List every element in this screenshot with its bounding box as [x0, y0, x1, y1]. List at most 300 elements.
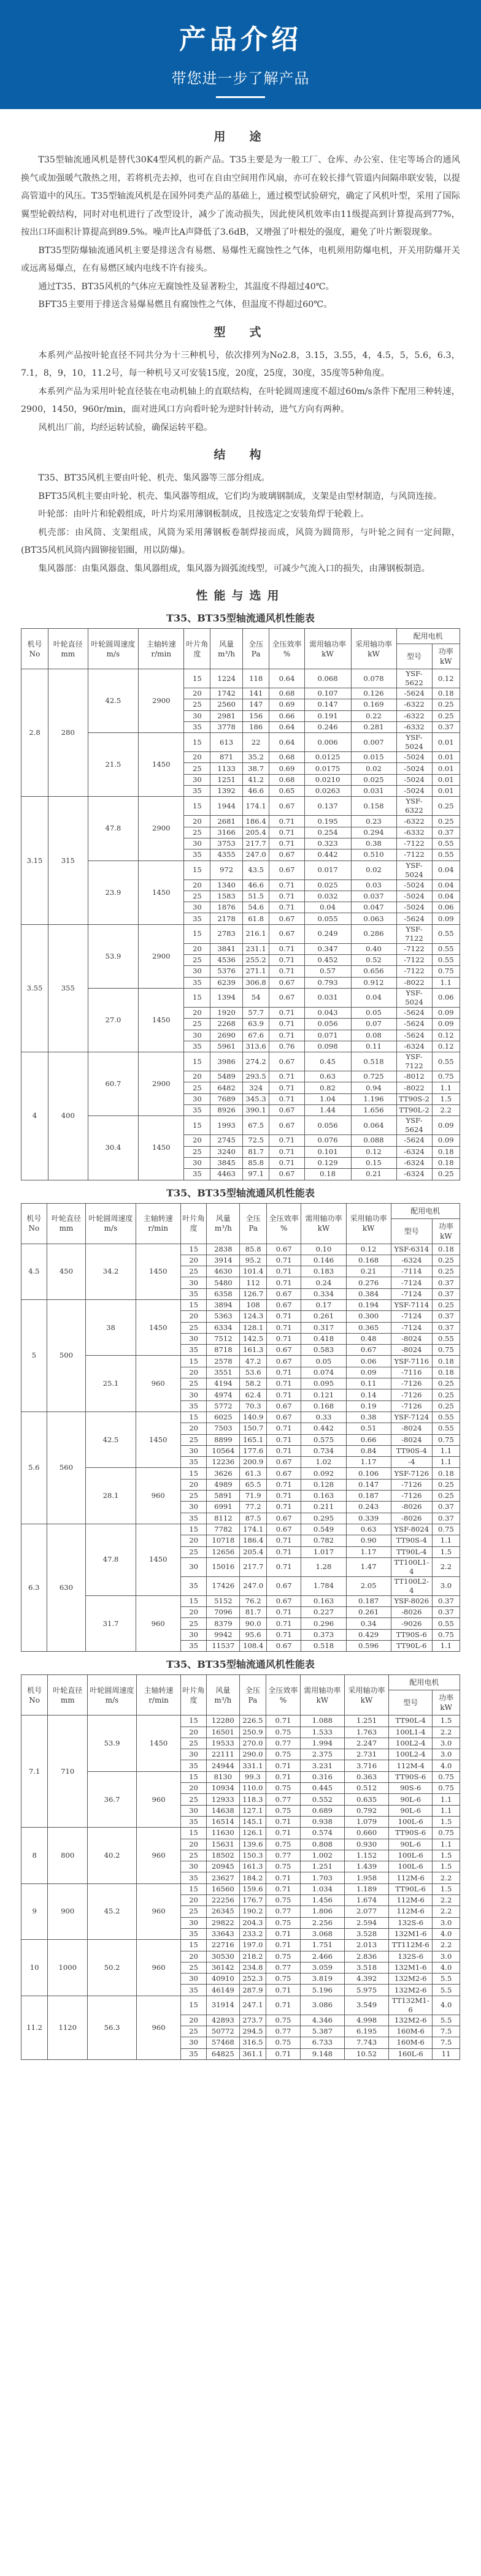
table-cell: 0.57	[304, 966, 351, 977]
table-cell: 4.0	[433, 1996, 460, 2015]
header-model: 型号	[396, 644, 432, 669]
table-cell: 35	[181, 2048, 207, 2059]
table-cell: 0.67	[266, 1576, 301, 1595]
header-eff: 全压效率 %	[266, 1203, 301, 1244]
table-cell: 30	[184, 1030, 210, 1041]
table-cell: 8379	[207, 1618, 240, 1629]
table-cell: 0.55	[432, 955, 460, 966]
table-cell: 2.836	[344, 1951, 388, 1962]
cell-rpm: 1450	[136, 1244, 180, 1299]
table-cell: 16501	[206, 1727, 239, 1738]
header-speed: 叶轮圆周速度 m/s	[88, 629, 139, 669]
table-cell: 0.09	[432, 1019, 460, 1030]
table-cell: 22111	[206, 1749, 239, 1760]
table-cell: 0.55	[432, 838, 460, 849]
table-cell: 0.01	[432, 763, 460, 774]
table-cell: 2.466	[300, 1951, 344, 1962]
cell-rpm: 960	[136, 1940, 180, 1996]
table-cell: 0.08	[351, 1030, 396, 1041]
table-cell: 205.4	[240, 1546, 267, 1557]
table-cell: 1.28	[301, 1557, 346, 1576]
table-cell: 0.300	[346, 1311, 391, 1322]
table-cell: -7122	[396, 943, 432, 954]
table-cell: 0.75	[266, 1783, 301, 1794]
table-cell: 15	[184, 861, 210, 880]
table-cell: 15	[184, 733, 210, 752]
table-cell: 8130	[206, 1771, 239, 1782]
table-cell: 0.71	[266, 1928, 301, 1939]
table-cell: 47.2	[240, 1356, 267, 1367]
table-cell: 25	[184, 955, 210, 966]
table-cell: -5024	[396, 786, 432, 797]
table-cell: 0.930	[344, 1839, 388, 1850]
table-cell: 30	[181, 1974, 207, 1985]
table-cell: 0.67	[269, 849, 304, 861]
table-cell: 1.439	[344, 1861, 388, 1872]
table-cell: 0.37	[432, 1502, 460, 1513]
table-cell: 31914	[206, 1996, 239, 2015]
table-cell: TT90S-4	[391, 1535, 432, 1546]
table-caption: T35、BT35型轴流通风机性能表	[166, 1187, 315, 1199]
table-cell: 0.429	[346, 1629, 391, 1640]
table-cell: 0.518	[351, 1052, 396, 1071]
table-cell: 25	[180, 1546, 206, 1557]
cell-diameter: 630	[47, 1524, 86, 1651]
header-eff: 全压效率 %	[269, 629, 304, 669]
table-cell: 70.3	[240, 1400, 267, 1411]
header-motor_power: 采用轴功率 kW	[346, 1203, 391, 1244]
table-cell: 3.0	[433, 1917, 460, 1928]
table-cell: 108	[240, 1299, 267, 1310]
table-cell: 20	[181, 1783, 207, 1794]
table-cell: 0.06	[432, 902, 460, 913]
table-cell: 186.4	[240, 1535, 267, 1546]
table-cell: 20	[181, 1951, 207, 1962]
table-cell: 0.088	[351, 1135, 396, 1146]
table-cell: 0.71	[266, 1333, 301, 1344]
table-cell: 0.71	[266, 1445, 301, 1456]
table-cell: TT90L-4	[389, 1715, 433, 1727]
table-cell: 0.67	[269, 1052, 304, 1071]
table-cell: 0.71	[266, 1389, 301, 1400]
table-cell: 35	[184, 913, 210, 924]
table-cell: 2.731	[344, 1749, 388, 1760]
section-title-structure: 结 构	[214, 448, 267, 462]
cell-tip-speed: 53.9	[88, 1715, 137, 1771]
table-cell: 0.05	[301, 1356, 346, 1367]
table-cell: 2.2	[432, 1557, 460, 1576]
cell-diameter: 355	[48, 924, 88, 1052]
table-cell: 132M1-6	[389, 1962, 433, 1973]
table-cell: 0.55	[432, 1052, 460, 1071]
table-cell: 0.71	[269, 827, 304, 838]
table-cell: 0.14	[346, 1389, 391, 1400]
cell-rpm: 960	[136, 1996, 180, 2059]
table-cell: 0.249	[304, 924, 351, 943]
table-cell: 0.793	[304, 977, 351, 988]
table-cell: 0.40	[351, 943, 396, 954]
table-cell: 0.169	[351, 699, 396, 710]
table-cell: 0.75	[432, 1629, 460, 1640]
cell-rpm: 1450	[136, 1299, 180, 1355]
table-cell: 1.034	[300, 1883, 344, 1894]
table-cell: 1.5	[433, 1850, 460, 1861]
table-cell: -6324	[391, 1255, 432, 1266]
table-cell: 5.5	[433, 1985, 460, 1996]
performance-tables	[21, 610, 460, 2060]
table-cell: YSF-7124	[391, 1411, 432, 1423]
table-cell: 0.25	[432, 1255, 460, 1266]
table-cell: 0.37	[432, 1311, 460, 1322]
table-cell: 58.2	[240, 1378, 267, 1389]
table-cell: 1920	[210, 1007, 243, 1018]
table-cell: 1.47	[346, 1557, 391, 1576]
table-cell: 3.518	[344, 1962, 388, 1973]
table-cell: 35	[181, 1985, 207, 1996]
table-cell: 0.18	[432, 1146, 460, 1157]
table-cell: 0.64	[269, 721, 304, 732]
table-cell: 142.5	[240, 1333, 267, 1344]
cell-machine-no: 5.6	[21, 1411, 47, 1524]
table-cell: 0.71	[269, 966, 304, 977]
table-cell: 0.25	[432, 1299, 460, 1310]
header-dia: 叶轮直径 mm	[48, 629, 88, 669]
table-cell: 6239	[210, 977, 243, 988]
table-cell: 95.6	[240, 1629, 267, 1640]
table-cell: 0.77	[266, 1794, 301, 1805]
cell-diameter: 900	[48, 1883, 88, 1939]
header-no: 机号 No	[21, 1675, 48, 1715]
table-cell: 0.187	[346, 1491, 391, 1502]
table-cell: 46.6	[242, 880, 269, 891]
table-cell: 67.6	[242, 1030, 269, 1041]
table-cell: 25	[184, 1146, 210, 1157]
table-cell: 0.37	[432, 721, 460, 732]
table-cell: 1.17	[346, 1457, 391, 1468]
table-cell: 313.6	[242, 1041, 269, 1052]
table-cell: 4463	[210, 1169, 243, 1180]
table-cell: 218.2	[239, 1951, 266, 1962]
header-power: 需用轴功率 kW	[304, 629, 351, 669]
table-cell: 0.12	[432, 1041, 460, 1052]
table-cell: 14638	[206, 1805, 239, 1816]
table-cell: 15	[184, 669, 210, 688]
table-cell: 0.71	[266, 1311, 301, 1322]
table-cell: 1.5	[433, 1861, 460, 1872]
table-cell: 0.071	[304, 1030, 351, 1041]
table-cell: 247.1	[239, 1996, 266, 2015]
table-cell: 0.38	[351, 838, 396, 849]
table-cell: 128.1	[240, 1322, 267, 1333]
table-cell: 156	[242, 710, 269, 721]
table-cell: 4974	[207, 1389, 240, 1400]
table-cell: 0.71	[269, 891, 304, 902]
table-cell: 0.098	[304, 1041, 351, 1052]
table-cell: TT100L2-4	[391, 1576, 432, 1595]
table-cell: 0.63	[304, 1071, 351, 1082]
table-cell: 197.0	[239, 1940, 266, 1951]
section-use-body	[21, 151, 460, 314]
table-cell: 35	[181, 1760, 207, 1771]
table-cell: 0.068	[304, 669, 351, 688]
table-cell: 0.442	[301, 1423, 346, 1434]
table-cell: 140.9	[240, 1411, 267, 1423]
cell-diameter: 280	[48, 669, 88, 797]
table-cell: 247.0	[242, 849, 269, 861]
table-cell: 7689	[210, 1093, 243, 1104]
table-cell: 8899	[207, 1434, 240, 1445]
table-cell: 3.0	[432, 1576, 460, 1595]
table-cell: 2.2	[433, 1895, 460, 1906]
table-cell: 0.168	[301, 1400, 346, 1411]
table-cell: 7512	[207, 1333, 240, 1344]
table-cell: 0.90	[346, 1535, 391, 1546]
header-motor_power: 采用轴功率 kW	[351, 629, 396, 669]
cell-tip-speed: 53.9	[88, 924, 139, 988]
cell-diameter: 450	[47, 1244, 86, 1299]
table-cell: 1394	[210, 988, 243, 1007]
table-cell: 1.152	[344, 1850, 388, 1861]
table-cell: 0.195	[304, 816, 351, 827]
table-cell: 3.068	[300, 1928, 344, 1939]
table-cell: 0.147	[346, 1479, 391, 1490]
table-cell: 1.1	[433, 1794, 460, 1805]
table-cell: 0.71	[266, 1367, 301, 1378]
header-rpm: 主轴转速 r/min	[136, 1203, 180, 1244]
table-cell: 0.347	[304, 943, 351, 954]
table-cell: 0.211	[301, 1502, 346, 1513]
table-cell: 0.75	[266, 1861, 301, 1872]
table-cell: 0.02	[351, 861, 396, 880]
table-cell: 99.3	[239, 1771, 266, 1782]
table-cell: 0.71	[266, 1771, 301, 1782]
table-cell: 252.3	[239, 1974, 266, 1985]
table-cell: 204.3	[239, 1917, 266, 1928]
table-cell: YSF-5624	[396, 1116, 432, 1135]
table-cell: 1.751	[300, 1940, 344, 1951]
table-cell: 0.18	[432, 1356, 460, 1367]
table-cell: 1.5	[432, 1546, 460, 1557]
table-cell: 3.819	[300, 1974, 344, 1985]
table-cell: 0.77	[266, 1962, 301, 1973]
table-cell: 186	[242, 721, 269, 732]
table-cell: 16560	[206, 1883, 239, 1894]
cell-tip-speed: 60.7	[88, 1052, 139, 1116]
cell-tip-speed: 27.0	[88, 988, 139, 1052]
performance-table	[21, 628, 460, 1180]
table-cell: 2.256	[300, 1917, 344, 1928]
table-cell: 1.189	[344, 1883, 388, 1894]
table-cell: 0.68	[269, 688, 304, 699]
table-cell: 0.107	[304, 688, 351, 699]
table-cell: 9.148	[300, 2048, 344, 2059]
table-cell: 0.25	[432, 710, 460, 721]
table-cell: 108.4	[240, 1641, 267, 1652]
table-cell: 0.938	[300, 1816, 344, 1827]
table-cell: 10934	[206, 1783, 239, 1794]
table-cell: -8022	[396, 1082, 432, 1093]
table-cell: 0.71	[269, 943, 304, 954]
table-cell: 0.69	[269, 699, 304, 710]
header-flow: 风量 m³/h	[206, 1675, 239, 1715]
table-cell: 33643	[206, 1928, 239, 1939]
table-cell: 0.137	[304, 797, 351, 816]
table-cell: 76.2	[240, 1595, 267, 1606]
cell-diameter: 315	[48, 797, 88, 924]
table-cell: 0.146	[301, 1255, 346, 1266]
table-cell: 20	[180, 1367, 206, 1378]
table-cell: 186.4	[242, 816, 269, 827]
table-cell: 4.0	[433, 1760, 460, 1771]
table-cell: 0.063	[351, 913, 396, 924]
cell-rpm: 1450	[136, 1715, 180, 1771]
table-cell: 0.75	[266, 1951, 301, 1962]
table-cell: 22256	[206, 1895, 239, 1906]
table-row	[21, 1299, 460, 1310]
table-cell: 1.533	[300, 1727, 344, 1738]
table-cell: -5624	[396, 913, 432, 924]
header-eff: 全压效率 %	[266, 1675, 301, 1715]
table-cell: 0.71	[266, 1985, 301, 1996]
table-cell: 0.71	[266, 1816, 301, 1827]
table-cell: 0.10	[301, 1244, 346, 1255]
table-cell: YSF-8026	[391, 1595, 432, 1606]
table-cell: 127.1	[239, 1805, 266, 1816]
table-cell: 0.452	[304, 955, 351, 966]
table-cell: 0.0210	[304, 774, 351, 785]
table-cell: 0.635	[344, 1794, 388, 1805]
table-cell: 1.784	[301, 1576, 346, 1595]
paragraph: T35型轴流通风机是替代30K4型风机的新产品。T35主要是为一般工厂、仓库、办公室、住宅等场合的通风换气或加强暖气散热之用，若将机壳去掉，也可在自由空间用作风扇，亦可在较长排气管道内间隔串联安装，以提高管道中的风压。T35型轴流风机是在国外同类产品的基础上，通过模型试验研究，确定了风机叶型，采用了国际翼型轮毂结构，同时对电机进行了改型设计，减少了流动损失，因此使风机效率由11级提高到计算提高到77%，按出口环面积计算提高到89.5%。噪声比A声降低了3.6dB，又增强了叶根处的强度，避免了叶片断裂现象。	[21, 155, 460, 237]
table-cell: 0.75	[432, 1434, 460, 1445]
table-cell: 4989	[207, 1479, 240, 1490]
table-cell: 0.163	[301, 1595, 346, 1606]
table-cell: 150.3	[239, 1850, 266, 1861]
table-cell: 205.4	[242, 827, 269, 838]
table-cell: 8926	[210, 1105, 243, 1116]
cell-tip-speed: 42.5	[86, 1411, 136, 1467]
table-cell: 1.1	[433, 1839, 460, 1850]
table-cell: 29822	[206, 1917, 239, 1928]
table-cell: 3986	[210, 1052, 243, 1071]
table-cell: 0.68	[269, 774, 304, 785]
table-cell: 160M-6	[389, 2037, 433, 2048]
table-cell: 40910	[206, 1974, 239, 1985]
table-cell: 0.68	[269, 752, 304, 763]
table-cell: 15	[180, 1595, 206, 1606]
table-cell: 3166	[210, 827, 243, 838]
cell-tip-speed: 36.7	[88, 1771, 137, 1827]
table-cell: 0.67	[266, 1244, 301, 1255]
table-cell: 0.64	[269, 669, 304, 688]
table-cell: 0.656	[351, 966, 396, 977]
paragraph: BT35型防爆轴流通风机主要是排送含有易燃、易爆性无腐蚀性之气体，电机须用防爆电机，开关用防爆开关或远离易爆点，在有易燃区域内电线不许有接头。	[21, 245, 460, 273]
table-cell: 0.09	[432, 913, 460, 924]
table-cell: 0.043	[304, 1007, 351, 1018]
table-cell: 64825	[206, 2048, 239, 2059]
table-cell: 0.191	[304, 710, 351, 721]
table-row	[21, 1595, 460, 1606]
table-cell: 0.512	[344, 1783, 388, 1794]
table-cell: 0.71	[266, 1607, 301, 1618]
table-cell: 160L-6	[389, 2048, 433, 2059]
table-cell: TT90L-4	[391, 1546, 432, 1557]
table-cell: 25	[180, 1491, 206, 1502]
table-cell: 0.418	[301, 1333, 346, 1344]
table-cell: 0.01	[432, 733, 460, 752]
table-cell: 0.04	[351, 988, 396, 1007]
table-cell: 324	[242, 1082, 269, 1093]
table-cell: -8026	[391, 1607, 432, 1618]
table-cell: 15	[181, 1715, 207, 1727]
cell-rpm: 1450	[139, 733, 184, 797]
table-cell: 226.5	[239, 1715, 266, 1727]
table-cell: 1.251	[344, 1715, 388, 1727]
table-cell: 0.276	[346, 1277, 391, 1288]
table-cell: 20	[180, 1607, 206, 1618]
table-cell: 2.013	[344, 1940, 388, 1951]
table-cell: 20	[184, 1135, 210, 1146]
table-cell: -5624	[396, 1030, 432, 1041]
performance-table	[21, 1203, 460, 1652]
table-cell: 0.163	[301, 1491, 346, 1502]
table-cell: 0.71	[269, 1007, 304, 1018]
table-cell: 20	[180, 1423, 206, 1434]
table-cell: 0.158	[351, 797, 396, 816]
table-cell: 0.71	[266, 1828, 301, 1839]
table-cell: 15	[180, 1524, 206, 1535]
table-cell: 0.11	[346, 1378, 391, 1389]
table-cell: 0.18	[304, 1169, 351, 1180]
table-cell: 0.38	[346, 1411, 391, 1423]
table-cell: 0.55	[432, 943, 460, 954]
table-cell: 0.254	[304, 827, 351, 838]
table-cell: 6025	[207, 1411, 240, 1423]
table-cell: 0.12	[432, 1030, 460, 1041]
table-cell: 0.442	[304, 849, 351, 861]
table-cell: 0.75	[266, 2037, 301, 2048]
table-cell: TT90L-6	[391, 1641, 432, 1652]
table-cell: -4	[391, 1457, 432, 1468]
table-cell: 1.656	[351, 1105, 396, 1116]
table-cell: 100L2-4	[389, 1749, 433, 1760]
header-kw: 功率 kW	[432, 644, 460, 669]
table-cell: 0.71	[266, 1872, 301, 1883]
table-cell: 1.1	[433, 1805, 460, 1816]
table-cell: 124.3	[240, 1311, 267, 1322]
table-cell: 0.23	[351, 816, 396, 827]
table-cell: 1876	[210, 902, 243, 913]
table-cell: 2.2	[433, 1906, 460, 1917]
table-cell: 0.056	[304, 1019, 351, 1030]
table-cell: 0.71	[266, 1479, 301, 1490]
table-cell: 61.8	[242, 913, 269, 924]
header-speed: 叶轮圆周速度 m/s	[86, 1203, 136, 1244]
table-cell: 0.75	[432, 1524, 460, 1535]
cell-machine-no: 4.5	[21, 1244, 47, 1299]
table-cell: 26345	[206, 1906, 239, 1917]
table-row	[21, 1524, 460, 1535]
table-cell: 0.101	[304, 1146, 351, 1157]
table-cell: -5624	[396, 1019, 432, 1030]
table-cell: 0.047	[351, 902, 396, 913]
table-cell: 1.251	[300, 1861, 344, 1872]
table-cell: 0.334	[301, 1288, 346, 1299]
table-cell: 132S-6	[389, 1951, 433, 1962]
table-cell: 100L-6	[389, 1861, 433, 1872]
table-cell: -5624	[396, 688, 432, 699]
table-cell: 271.1	[242, 966, 269, 977]
